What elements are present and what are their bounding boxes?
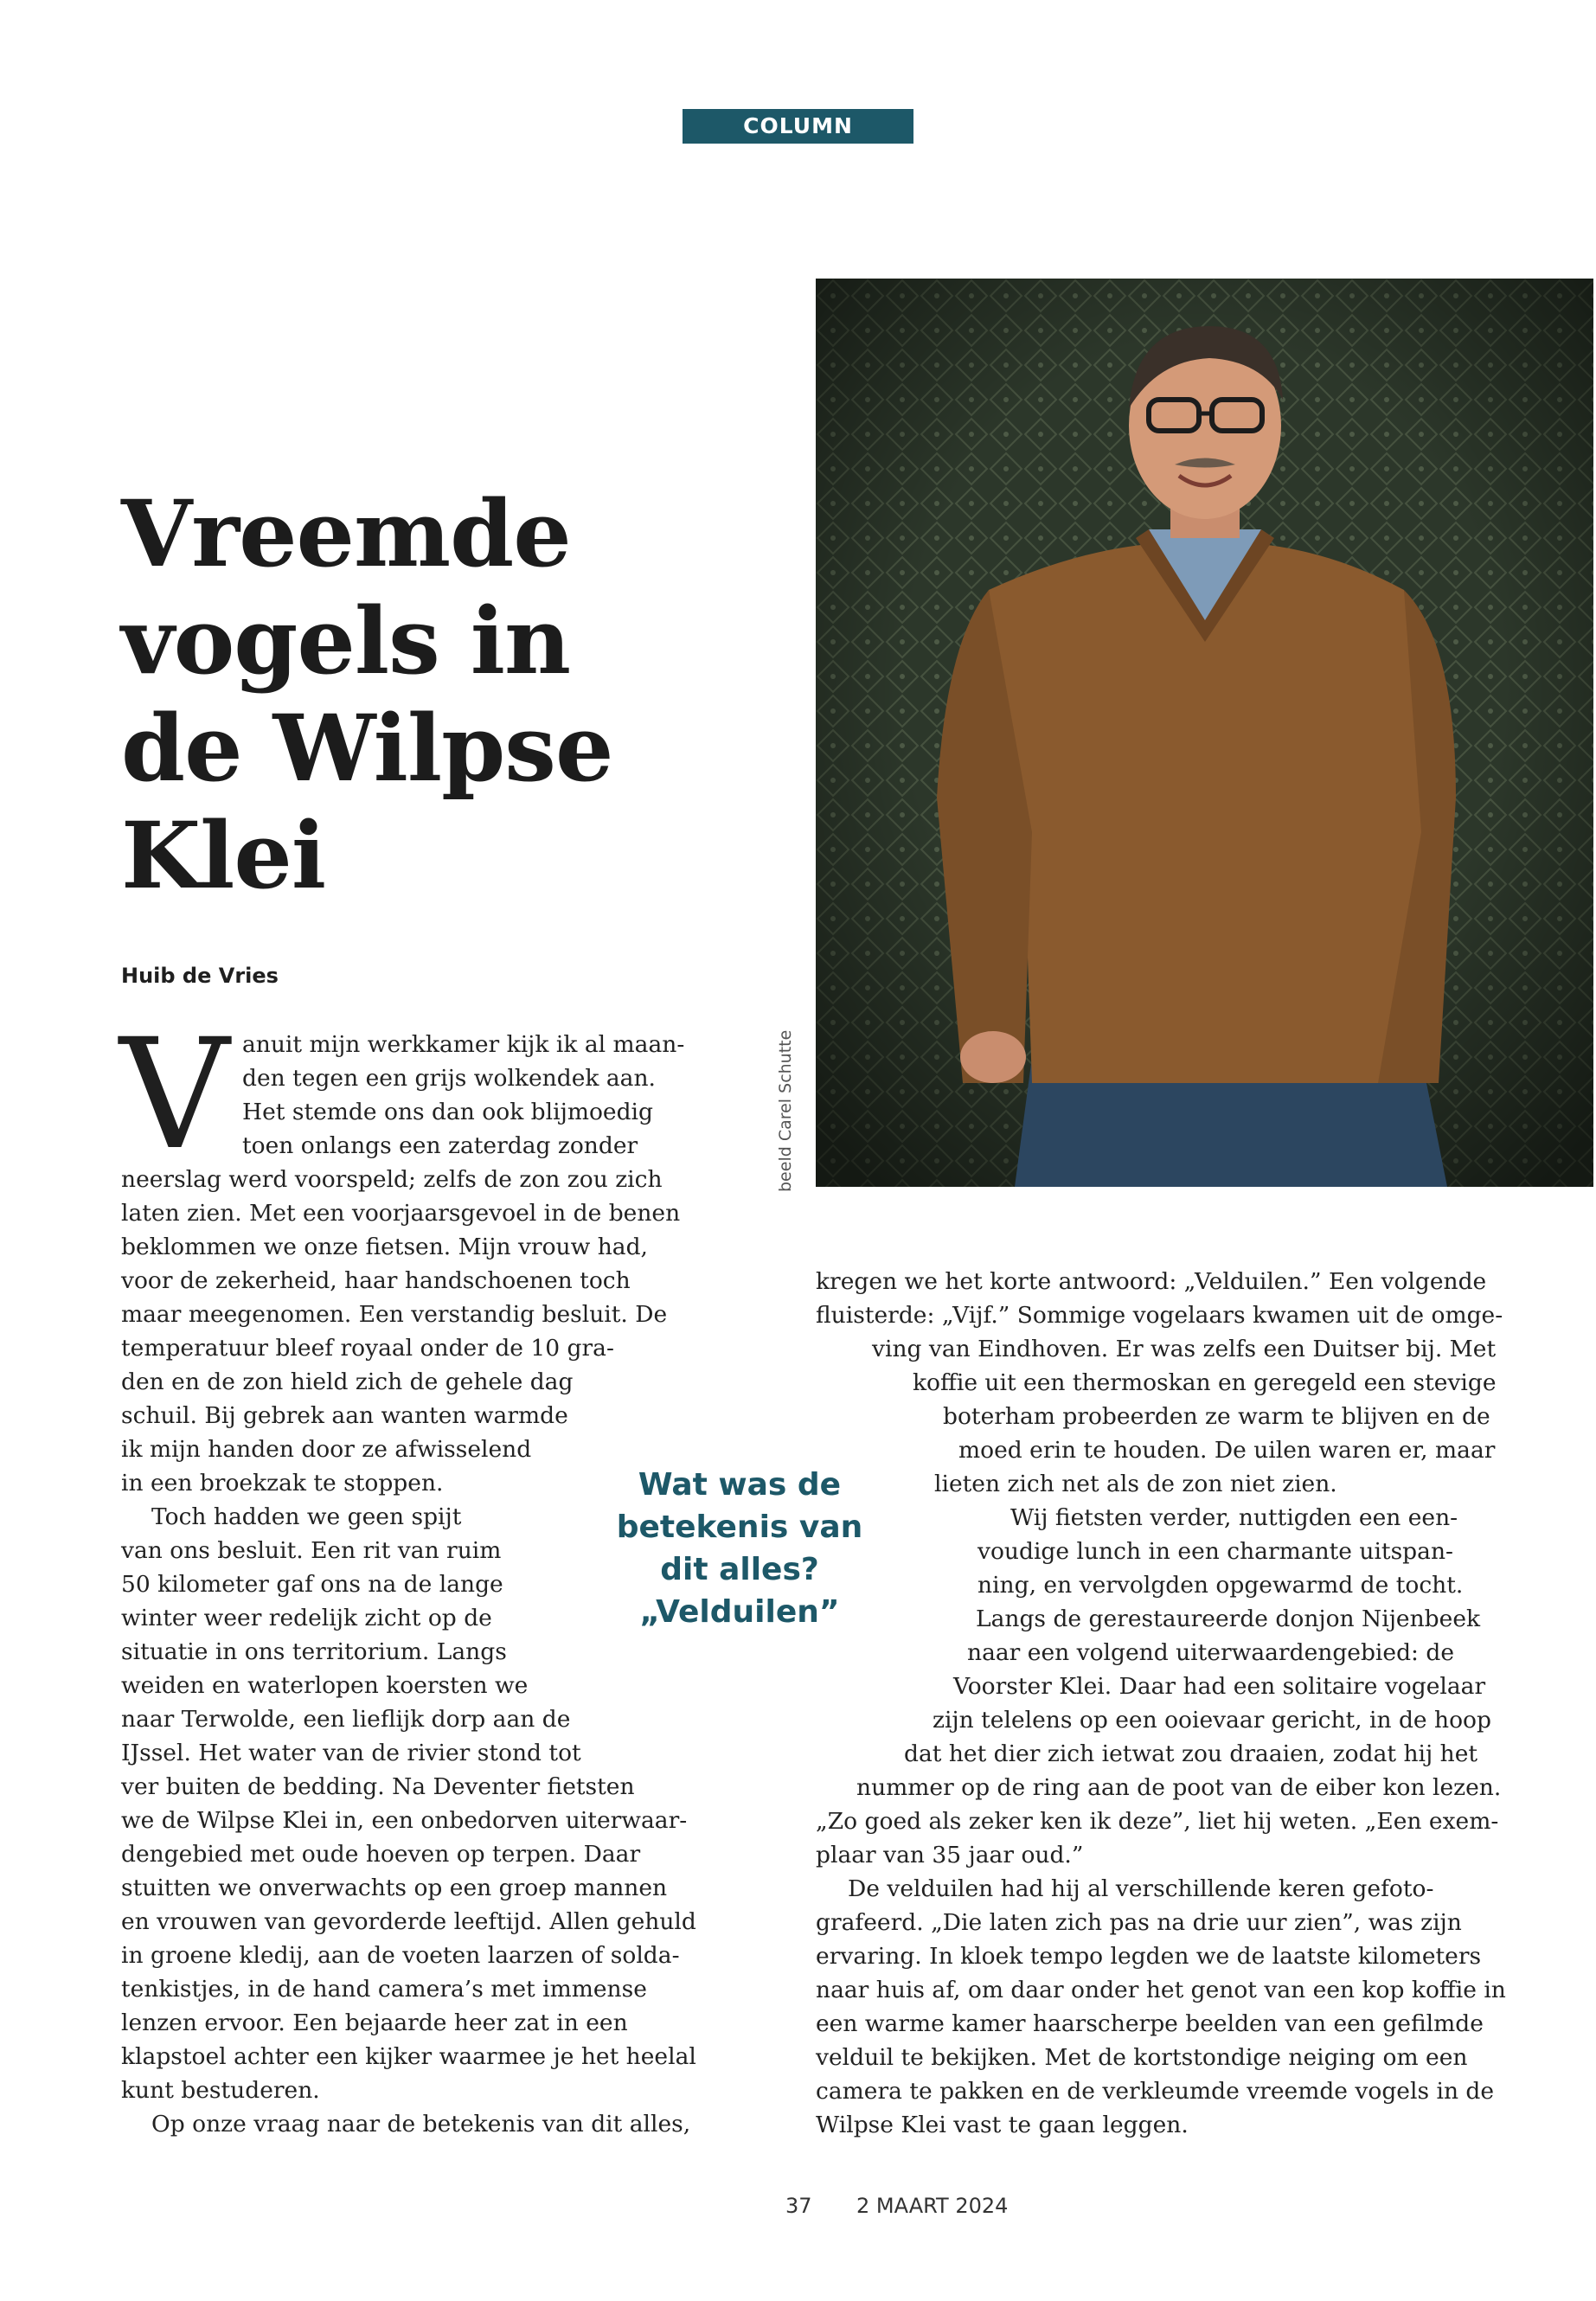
left-column-text-line: Het stemde ons dan ook blijmoedig — [242, 1099, 653, 1125]
right-column-text-line: fluisterde: „Vijf.” Sommige vogelaars kwamen uit de omge- — [816, 1302, 1503, 1329]
author-byline: Huib de Vries — [121, 964, 279, 988]
issue-date: 2 MAART 2024 — [856, 2194, 1009, 2218]
left-column-text-line: weiden en waterlopen koersten we — [121, 1672, 529, 1699]
left-column-text-line: naar Terwolde, een lieflijk dorp aan de — [121, 1706, 571, 1733]
left-column-text-line: lenzen ervoor. Een bejaarde heer zat in een — [121, 2009, 628, 2036]
left-column-text-line: Op onze vraag naar de betekenis van dit alles, — [151, 2111, 691, 2138]
right-column-text-line: Voorster Klei. Daar had een solitaire vogelaar — [953, 1673, 1486, 1700]
section-tag: COLUMN — [683, 109, 913, 144]
right-column-text-line: naar huis af, om daar onder het genot van een kop koffie in — [816, 1977, 1506, 2003]
left-column-text-line: schuil. Bij gebrek aan wanten warmde — [121, 1402, 568, 1429]
left-column-text-line: situatie in ons territorium. Langs — [121, 1638, 507, 1665]
right-column-text-line: plaar van 35 jaar oud.” — [816, 1842, 1084, 1868]
drop-cap: V — [119, 1006, 230, 1183]
right-column-text-line: ervaring. In kloek tempo legden we de laatste kilometers — [816, 1943, 1482, 1970]
left-column-text-line: beklommen we onze fietsen. Mijn vrouw had, — [121, 1234, 648, 1260]
left-column-text-line: we de Wilpse Klei in, een onbedorven uiterwaar- — [121, 1807, 688, 1834]
right-column-text-line: Langs de gerestaureerde donjon Nijenbeek — [976, 1606, 1481, 1632]
left-column-text-line: van ons besluit. Een rit van ruim — [121, 1537, 502, 1564]
left-column-text-line: tenkistjes, in de hand camera’s met immense — [121, 1976, 647, 2003]
right-column-text-line: Wilpse Klei vast te gaan leggen. — [816, 2112, 1189, 2138]
right-column-text-line: zijn telelens op een ooievaar gericht, in de hoop — [933, 1707, 1491, 1734]
right-column-text-line: kregen we het korte antwoord: „Velduilen.” Een volgende — [816, 1268, 1487, 1295]
author-portrait-photo — [816, 279, 1593, 1187]
right-column-text-line: nummer op de ring aan de poot van de eiber kon lezen. — [856, 1774, 1502, 1801]
right-column-text-line: velduil te bekijken. Met de kortstondige neiging om een — [816, 2044, 1468, 2071]
right-column-text-line: dat het dier zich ietwat zou draaien, zodat hij het — [904, 1740, 1478, 1767]
left-column-text-line: den en de zon hield zich de gehele dag — [121, 1368, 574, 1395]
left-column-text-line: den tegen een grijs wolkendek aan. — [242, 1065, 656, 1092]
left-column-text-line: maar meegenomen. Een verstandig besluit. De — [121, 1301, 668, 1328]
left-column-text-line: stuitten we onverwachts op een groep mannen — [121, 1875, 668, 1901]
right-column-text-line: boterham probeerden ze warm te blijven en de — [943, 1403, 1490, 1430]
portrait-illustration — [816, 279, 1593, 1187]
right-column-text-line: camera te pakken en de verkleumde vreemde vogels in de — [816, 2078, 1495, 2105]
left-column-text-line: kunt bestuderen. — [121, 2077, 320, 2104]
left-column-text-line: toen onlangs een zaterdag zonder — [242, 1132, 638, 1159]
left-column-text-line: temperatuur bleef royaal onder de 10 gra- — [121, 1335, 614, 1362]
left-column-text-line: Toch hadden we geen spijt — [151, 1503, 462, 1530]
right-column-text-line: De velduilen had hij al verschillende keren gefoto- — [848, 1875, 1434, 1902]
left-column-text-line: winter weer redelijk zicht op de — [121, 1605, 492, 1631]
pull-quote: Wat was de betekenis van dit alles? „Velduilen” — [616, 1467, 863, 1630]
left-column-text-line: anuit mijn werkkamer kijk ik al maan- — [242, 1031, 685, 1058]
left-column-text-line: ik mijn handen door ze afwisselend — [121, 1436, 532, 1463]
photo-credit: beeld Carel Schutte — [776, 1029, 795, 1192]
right-column-text-line: „Zo goed als zeker ken ik deze”, liet hij weten. „Een exem- — [816, 1808, 1499, 1835]
right-column-text-line: ving van Eindhoven. Er was zelfs een Duitser bij. Met — [872, 1336, 1497, 1362]
left-column-text-line: in groene kledij, aan de voeten laarzen of solda- — [121, 1942, 680, 1969]
left-column-text-line: 50 kilometer gaf ons na de lange — [121, 1571, 503, 1598]
left-column-text-line: IJssel. Het water van de rivier stond tot — [121, 1740, 581, 1766]
left-column-text-line: klapstoel achter een kijker waarmee je het heelal — [121, 2043, 696, 2070]
right-column-text-line: lieten zich net als de zon niet zien. — [934, 1471, 1337, 1497]
article-title: Vreemde vogels in de Wilpse Klei — [121, 479, 613, 909]
right-column-text-line: een warme kamer haarscherpe beelden van een gefilmde — [816, 2010, 1484, 2037]
right-column-text-line: moed erin te houden. De uilen waren er, maar — [958, 1437, 1496, 1464]
left-column-text-line: neerslag werd voorspeld; zelfs de zon zou zich — [121, 1166, 663, 1193]
right-column-text-line: ning, en vervolgden opgewarmd de tocht. — [977, 1572, 1464, 1599]
left-column-text-line: ver buiten de bedding. Na Deventer fietsten — [121, 1773, 635, 1800]
left-column-text-line: en vrouwen van gevorderde leeftijd. Allen gehuld — [121, 1908, 696, 1935]
right-column-text-line: grafeerd. „Die laten zich pas na drie uur zien”, was zijn — [816, 1909, 1462, 1936]
right-column-text-line: Wij fietsten verder, nuttigden een een- — [1010, 1504, 1458, 1531]
left-column-text-line: laten zien. Met een voorjaarsgevoel in de benen — [121, 1200, 681, 1227]
left-column-text-line: dengebied met oude hoeven op terpen. Daar — [121, 1841, 641, 1868]
right-column-text-line: naar een volgend uiterwaardengebied: de — [967, 1639, 1455, 1666]
right-column-text-line: voudige lunch in een charmante uitspan- — [977, 1538, 1453, 1565]
left-column-text-line: in een broekzak te stoppen. — [121, 1470, 444, 1497]
left-column-text-line: voor de zekerheid, haar handschoenen toch — [121, 1267, 631, 1294]
right-column-text-line: koffie uit een thermoskan en geregeld een stevige — [913, 1369, 1497, 1396]
page-number: 37 — [785, 2194, 812, 2218]
